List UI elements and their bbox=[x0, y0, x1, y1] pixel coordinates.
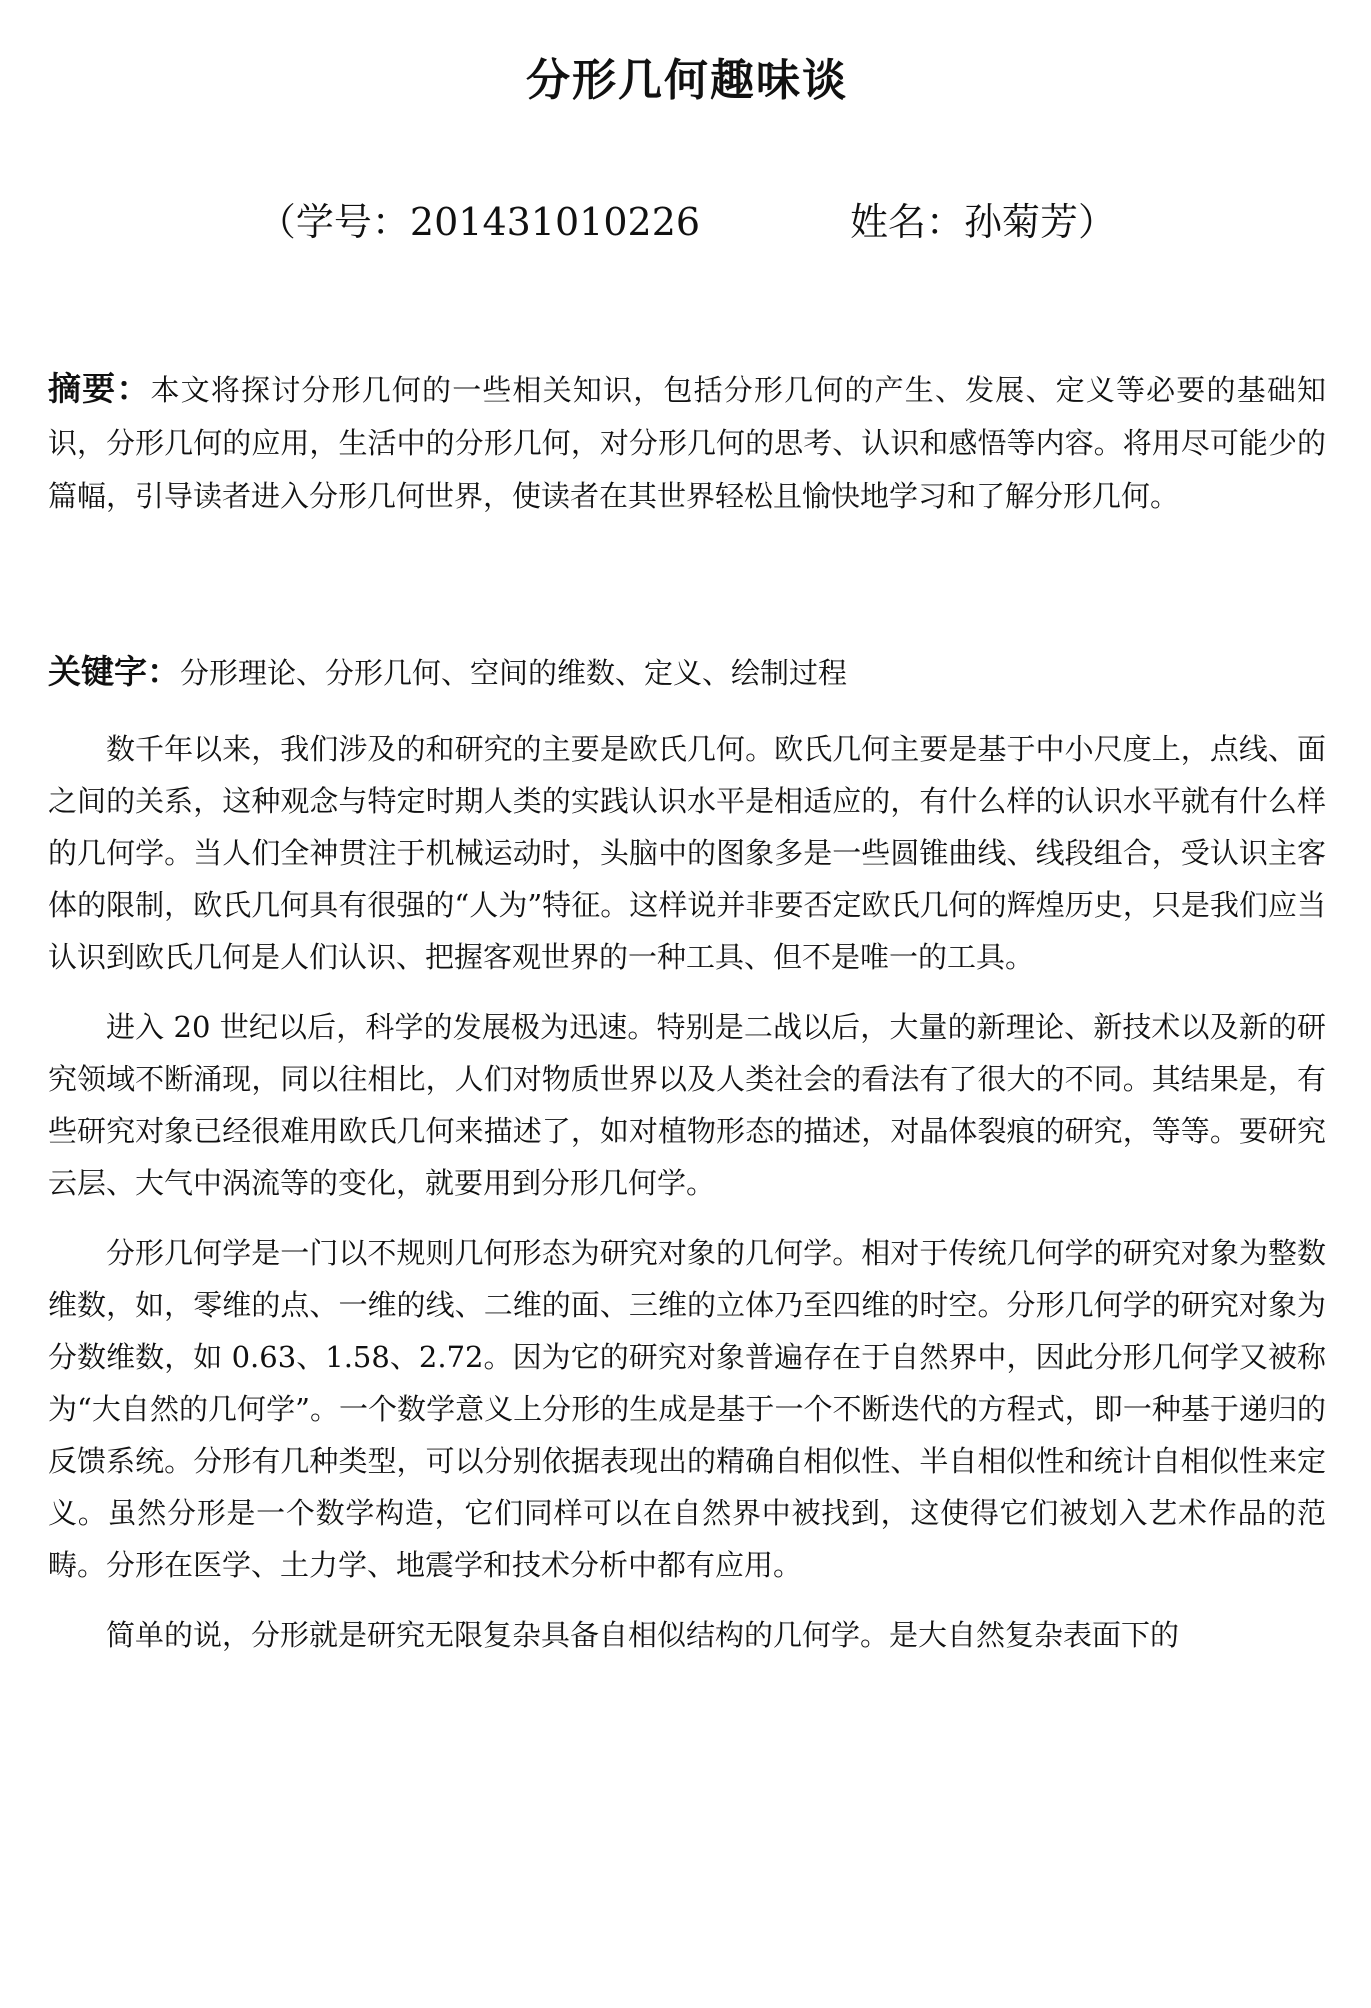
keywords-text: 分形理论、分形几何、空间的维数、定义、绘制过程 bbox=[180, 656, 848, 690]
paragraph-3: 分形几何学是一门以不规则几何形态为研究对象的几何学。相对于传统几何学的研究对象为整数维数，如，零维的点、一维的线、二维的面、三维的立体乃至四维的时空。分形几何学的研究对象为分数维数，如 0.63、1.58、2.72。因为它的研究对象普遍存在于自然界中，因此分形几何学又被称为“大自然的几何学”。一个数学意义上分形的生成是基于一个不断迭代的方程式，即一种基于递归的反馈系统。分形有几种类型，可以分别依据表现出的精确自相似性、半自相似性和统计自相似性来定义。虽然分形是一个数学构造，它们同样可以在自然界中被找到，这使得它们被划入艺术作品的范畴。分形在医学、土力学、地震学和技术分析中都有应用。 bbox=[48, 1236, 1326, 1582]
abstract-text: 本文将探讨分形几何的一些相关知识，包括分形几何的产生、发展、定义等必要的基础知识，分形几何的应用，生活中的分形几何，对分形几何的思考、认识和感悟等内容。将用尽可能少的篇幅，引导读者进入分形几何世界，使读者在其世界轻松且愉快地学习和了解分形几何。 bbox=[48, 373, 1326, 513]
abstract-section bbox=[48, 362, 1326, 523]
paragraph-1: 数千年以来，我们涉及的和研究的主要是欧氏几何。欧氏几何主要是基于中小尺度上，点线、面之间的关系，这种观念与特定时期人类的实践认识水平是相适应的，有什么样的认识水平就有什么样的几何学。当人们全神贯注于机械运动时，头脑中的图象多是一些圆锥曲线、线段组合，受认识主客体的限制，欧氏几何具有很强的“人为”特征。这样说并非要否定欧氏几何的辉煌历史，只是我们应当认识到欧氏几何是人们认识、把握客观世界的一种工具、但不是唯一的工具。 bbox=[48, 732, 1326, 974]
author-line bbox=[48, 196, 1326, 248]
keywords-heading: 关键字： bbox=[48, 652, 180, 691]
document-title: 分形几何趣味谈 bbox=[526, 55, 848, 107]
body-text bbox=[48, 723, 1326, 1679]
abstract-heading: 摘要： bbox=[48, 369, 151, 408]
paragraph-4: 简单的说，分形就是研究无限复杂具备自相似结构的几何学。是大自然复杂表面下的 bbox=[106, 1618, 1180, 1652]
student-id: （学号：201431010226 bbox=[257, 200, 701, 244]
student-name: 姓名：孙菊芳） bbox=[850, 200, 1117, 244]
keywords-section bbox=[48, 645, 1326, 700]
paragraph-2: 进入 20 世纪以后，科学的发展极为迅速。特别是二战以后，大量的新理论、新技术以及新的研究领域不断涌现，同以往相比，人们对物质世界以及人类社会的看法有了很大的不同。其结果是，有些研究对象已经很难用欧氏几何来描述了，如对植物形态的描述，对晶体裂痕的研究，等等。要研究云层、大气中涡流等的变化，就要用到分形几何学。 bbox=[48, 1010, 1326, 1200]
